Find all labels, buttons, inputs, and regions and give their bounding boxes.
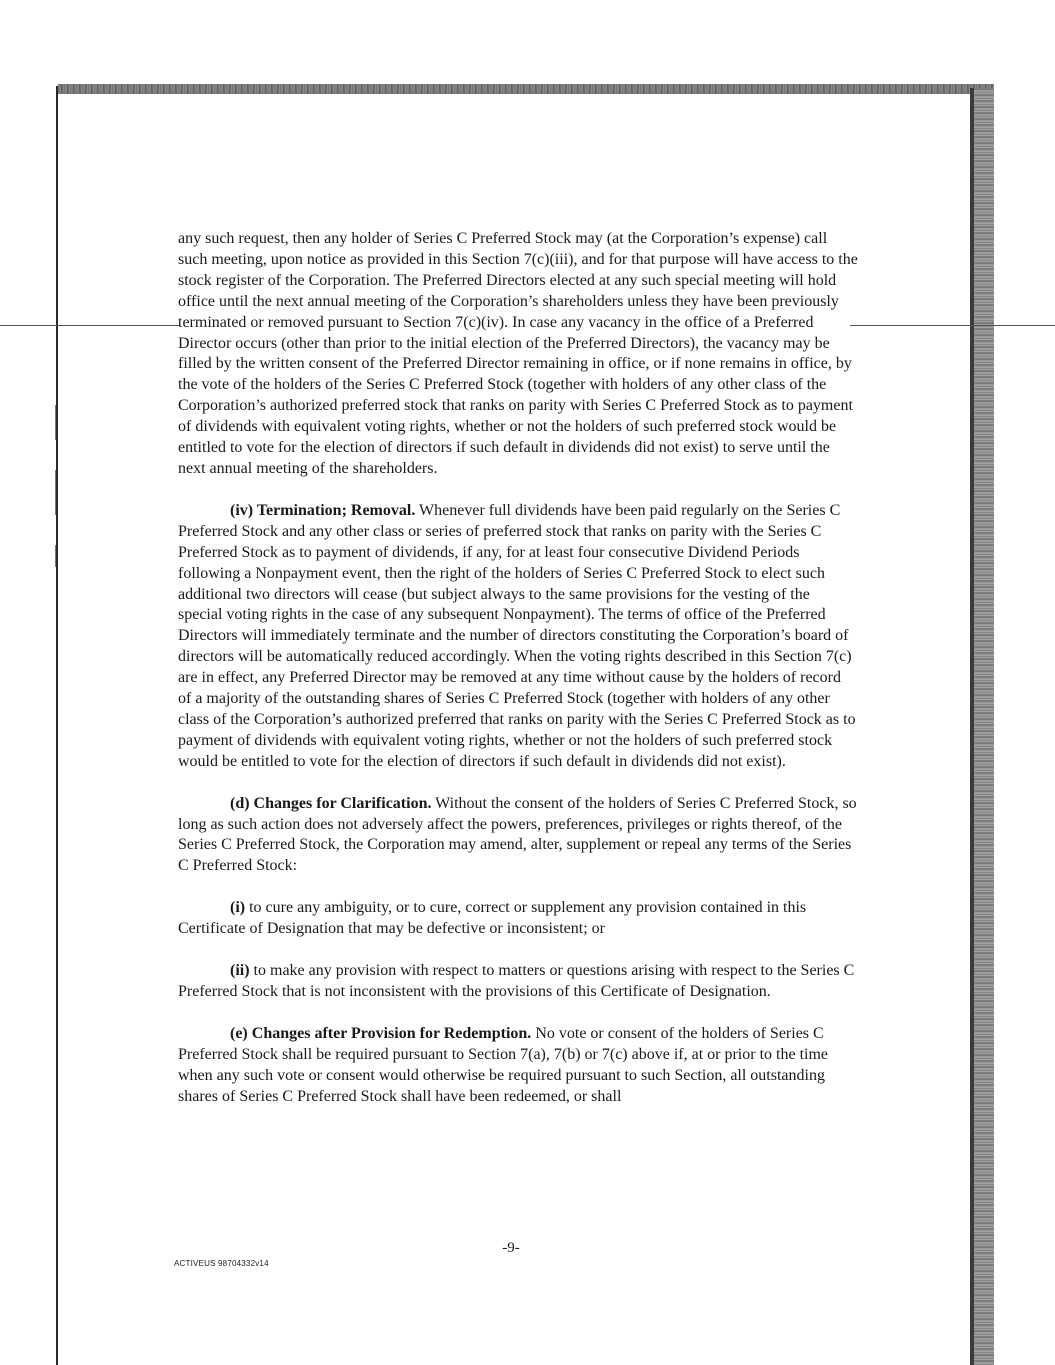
section-iv-heading: (iv) Termination; Removal. [230, 501, 416, 519]
document-body [178, 229, 858, 1129]
scan-artifact-line [0, 325, 180, 326]
section-d-paragraph [178, 794, 858, 878]
clause-i-text: to cure any ambiguity, or to cure, correct or supplement any provision contained in this Certificate of Designation that may be defective or inconsistent; or [178, 899, 807, 938]
margin-mark [55, 405, 56, 440]
paragraph-continuation: any such request, then any holder of Series C Preferred Stock may (at the Corporation’s expense) call such meeting, upon notice as provided in this Section 7(c)(iii), and for that purpose will have access to the stock register of the Corporation. The Preferred Directors elected at any such special meeting will hold office until the next annual meeting of the Corporation’s shareholders unless they have been previously terminated or removed pursuant to Section 7(c)(iv). In case any vacancy in the office of a Preferred Director occurs (other than prior to the initial election of the Preferred Directors), the vacancy may be filled by the written consent of the Preferred Director remaining in office, or if none remains in office, by the vote of the holders of the Series C Preferred Stock (together with holders of any other class of the Corporation’s authorized preferred stock that ranks on parity with Series C Preferred Stock as to payment of dividends with equivalent voting rights, whether or not the holders of such preferred stock would be entitled to vote for the election of directors if such default in dividends did not exist) to serve until the next annual meeting of the shareholders. [178, 230, 858, 477]
section-iv-text: Whenever full dividends have been paid regularly on the Series C Preferred Stock and any other class or series of preferred stock that ranks on parity with the Series C Preferred Stock as to payment of dividends, if any, for at least four consecutive Dividend Periods following a Nonpayment event, then the right of the holders of Series C Preferred Stock to elect such additional two directors will cease (but subject always to the same provisions for the vesting of the special voting rights in the case of any subsequent Nonpayment). The terms of office of the Preferred Directors will immediately terminate and the number of directors constituting the Corporation’s board of directors will be automatically reduced accordingly. When the voting rights described in this Section 7(c) are in effect, any Preferred Director may be removed at any time without cause by the holders of record of a majority of the outstanding shares of Series C Preferred Stock (together with holders of any other class of the Corporation’s authorized preferred that ranks on parity with the Series C Preferred Stock as to payment of dividends with equivalent voting rights, whether or not the holders of such preferred stock would be entitled to vote for the election of directors if such default in dividends did not exist). [178, 501, 856, 770]
section-d-heading: (d) Changes for Clarification. [230, 794, 432, 812]
clause-ii-paragraph [178, 961, 858, 1003]
scan-right-border [970, 88, 994, 1365]
section-e-heading: (e) Changes after Provision for Redemption. [230, 1024, 532, 1042]
scan-artifact-line [850, 325, 1055, 326]
margin-mark [55, 545, 56, 567]
scan-left-edge [56, 86, 58, 1365]
section-d-text: Without the consent of the holders of Series C Preferred Stock, so long as such action does not adversely affect the powers, preferences, privileges or rights thereof, of the Series C Preferred Stock, the Corporation may amend, alter, supplement or repeal any terms of the Series C Preferred Stock: [178, 794, 857, 875]
clause-ii-text: to make any provision with respect to matters or questions arising with respect to the Series C Preferred Stock that is not inconsistent with the provisions of this Certificate of Designation. [178, 962, 855, 1000]
section-e-paragraph [178, 1024, 858, 1108]
section-e-text: No vote or consent of the holders of Series C Preferred Stock shall be required pursuant to Section 7(a), 7(b) or 7(c) above if, at or prior to the time when any such vote or consent would otherwise be required pursuant to such Section, all outstanding shares of Series C Preferred Stock shall have been redeemed, or shall [178, 1024, 829, 1105]
page-number: -9- [502, 1240, 520, 1256]
scan-top-border [58, 84, 994, 94]
clause-i-heading: (i) [230, 899, 246, 917]
margin-mark [55, 470, 56, 515]
document-id-footer: ACTIVEUS 98704332v14 [174, 1259, 269, 1268]
section-iv-paragraph [178, 501, 858, 773]
clause-i-paragraph [178, 898, 858, 940]
clause-ii-heading: (ii) [230, 962, 250, 980]
